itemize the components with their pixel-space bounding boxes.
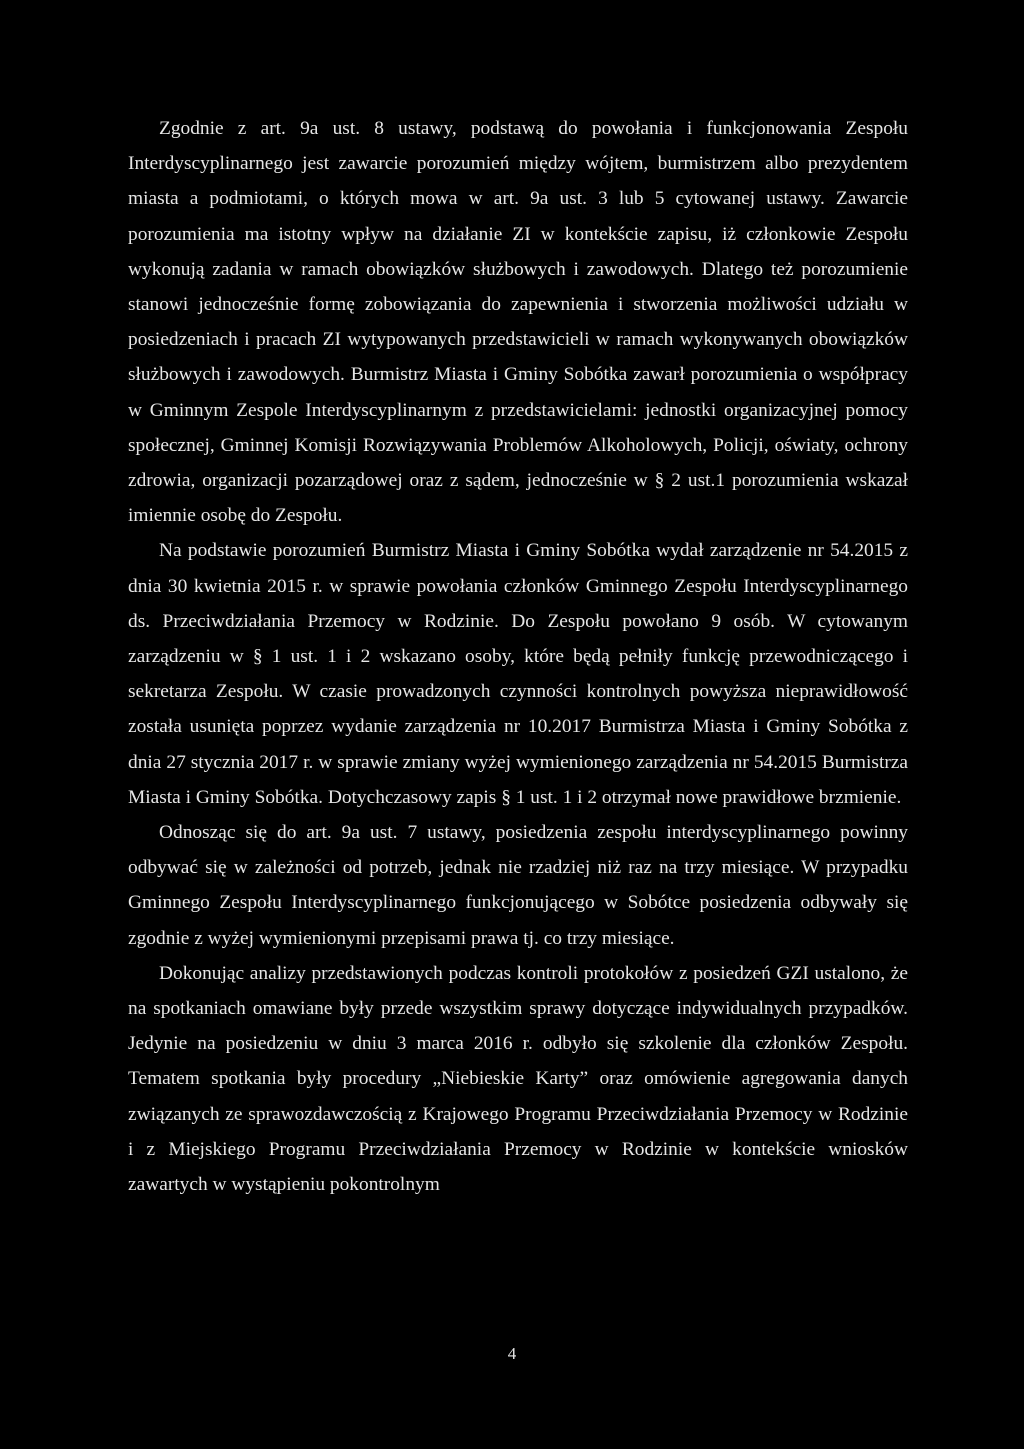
- paragraph-legal-basis: Zgodnie z art. 9a ust. 8 ustawy, podstawą do powołania i funkcjonowania Zespołu Interdyscyplinarnego jest zawarcie porozumień między wójtem, burmistrzem albo prezydentem miasta a podmiotami, o których mowa w art. 9a ust. 3 lub 5 cytowanej ustawy. Zawarcie porozumienia ma istotny wpływ na działanie ZI w kontekście zapisu, iż członkowie Zespołu wykonują zadania w ramach obowiązków służbowych i zawodowych. Dlatego też porozumienie stanowi jednocześnie formę zobowiązania do zapewnienia i stworzenia możliwości udziału w posiedzeniach i pracach ZI wytypowanych przedstawicieli w ramach wykonywanych obowiązków służbowych i zawodowych. Burmistrz Miasta i Gminy Sobótka zawarł porozumienia o współpracy w Gminnym Zespole Interdyscyplinarnym z przedstawicielami: jednostki organizacyjnej pomocy społecznej, Gminnej Komisji Rozwiązywania Problemów Alkoholowych, Policji, oświaty, ochrony zdrowia, organizacji pozarządowej oraz z sądem, jednocześnie w § 2 ust.1 porozumienia wskazał imiennie osobę do Zespołu.: [128, 118, 908, 527]
- paragraph-protocol-analysis: Dokonując analizy przedstawionych podczas kontroli protokołów z posiedzeń GZI ustalono, że na spotkaniach omawiane były przede wszystkim sprawy dotyczące indywidualnych przypadków. Jedynie na posiedzeniu w dniu 3 marca 2016 r. odbyło się szkolenie dla członków Zespołu. Tematem spotkania były procedury „Niebieskie Karty” oraz omówienie agregowania danych związanych ze sprawozdawczością z Krajowego Programu Przeciwdziałania Przemocy w Rodzinie i z Miejskiego Programu Przeciwdziałania Przemocy w Rodzinie w kontekście wniosków zawartych w wystąpieniu pokontrolnym: [128, 962, 908, 1196]
- paragraph-meeting-frequency: Odnosząc się do art. 9a ust. 7 ustawy, posiedzenia zespołu interdyscyplinarnego powinny odbywać się w zależności od potrzeb, jednak nie rzadziej niż raz na trzy miesiące. W przypadku Gminnego Zespołu Interdyscyplinarnego funkcjonującego w Sobótce posiedzenia odbywały się zgodnie z wyżej wymienionymi przepisami prawa tj. co trzy miesiące.: [128, 822, 908, 949]
- body-text: [128, 111, 908, 1202]
- paragraph-team-appointment: Na podstawie porozumień Burmistrz Miasta i Gminy Sobótka wydał zarządzenie nr 54.2015 z dnia 30 kwietnia 2015 r. w sprawie powołania członków Gminnego Zespołu Interdyscyplinarnego ds. Przeciwdziałania Przemocy w Rodzinie. Do Zespołu powołano 9 osób. W cytowanym zarządzeniu w § 1 ust. 1 i 2 wskazano osoby, które będą pełniły funkcję przewodniczącego i sekretarza Zespołu. W czasie prowadzonych czynności kontrolnych powyższa nieprawidłowość została usunięta poprzez wydanie zarządzenia nr 10.2017 Burmistrza Miasta i Gminy Sobótka z dnia 27 stycznia 2017 r. w sprawie zmiany wyżej wymienionego zarządzenia nr 54.2015 Burmistrza Miasta i Gminy Sobótka. Dotychczasowy zapis § 1 ust. 1 i 2 otrzymał nowe prawidłowe brzmienie.: [128, 540, 908, 808]
- page-number: 4: [507, 1344, 517, 1363]
